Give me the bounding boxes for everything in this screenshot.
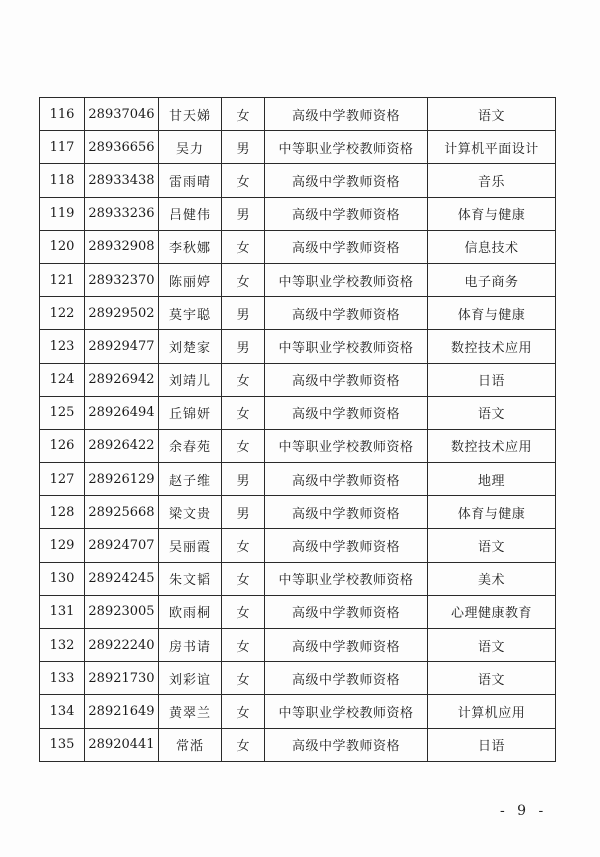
row-number-cell: 124	[40, 363, 85, 396]
table-body	[40, 98, 556, 762]
row-number-cell: 117	[40, 131, 85, 164]
table-row	[40, 562, 556, 595]
certificate-id-cell: 28920441	[85, 728, 159, 761]
table-row	[40, 496, 556, 529]
gender-cell: 女	[222, 263, 265, 296]
gender-cell: 女	[222, 98, 265, 131]
row-number-cell: 130	[40, 562, 85, 595]
row-number-cell: 127	[40, 463, 85, 496]
teacher-name-cell: 刘靖儿	[159, 363, 222, 396]
subject-cell: 心理健康教育	[428, 595, 556, 628]
subject-cell: 体育与健康	[428, 496, 556, 529]
teacher-name-cell: 朱文韬	[159, 562, 222, 595]
gender-cell: 男	[222, 463, 265, 496]
qualification-type-cell: 中等职业学校教师资格	[265, 131, 428, 164]
page-number: - 9 -	[500, 803, 548, 819]
table-row	[40, 98, 556, 131]
row-number-cell: 122	[40, 297, 85, 330]
subject-cell: 体育与健康	[428, 297, 556, 330]
subject-cell: 电子商务	[428, 263, 556, 296]
gender-cell: 女	[222, 429, 265, 462]
certificate-id-cell: 28929502	[85, 297, 159, 330]
qualification-type-cell: 高级中学教师资格	[265, 595, 428, 628]
qualification-type-cell: 中等职业学校教师资格	[265, 429, 428, 462]
subject-cell: 语文	[428, 529, 556, 562]
teacher-name-cell: 莫宇聪	[159, 297, 222, 330]
teacher-name-cell: 吕健伟	[159, 197, 222, 230]
table-row	[40, 297, 556, 330]
teacher-name-cell: 余春苑	[159, 429, 222, 462]
teacher-name-cell: 陈丽婷	[159, 263, 222, 296]
certificate-id-cell: 28924245	[85, 562, 159, 595]
teacher-name-cell: 丘锦妍	[159, 396, 222, 429]
certificate-id-cell: 28926942	[85, 363, 159, 396]
certificate-id-cell: 28924707	[85, 529, 159, 562]
certificate-id-cell: 28937046	[85, 98, 159, 131]
gender-cell: 女	[222, 230, 265, 263]
qualification-type-cell: 中等职业学校教师资格	[265, 330, 428, 363]
table-row	[40, 695, 556, 728]
certificate-id-cell: 28925668	[85, 496, 159, 529]
subject-cell: 地理	[428, 463, 556, 496]
row-number-cell: 129	[40, 529, 85, 562]
subject-cell: 音乐	[428, 164, 556, 197]
teacher-name-cell: 欧雨桐	[159, 595, 222, 628]
row-number-cell: 120	[40, 230, 85, 263]
row-number-cell: 126	[40, 429, 85, 462]
table-row	[40, 396, 556, 429]
table-row	[40, 429, 556, 462]
table-row	[40, 595, 556, 628]
gender-cell: 男	[222, 496, 265, 529]
gender-cell: 男	[222, 197, 265, 230]
qualification-type-cell: 中等职业学校教师资格	[265, 562, 428, 595]
row-number-cell: 116	[40, 98, 85, 131]
teacher-name-cell: 房书请	[159, 629, 222, 662]
subject-cell: 语文	[428, 98, 556, 131]
row-number-cell: 131	[40, 595, 85, 628]
qualification-type-cell: 高级中学教师资格	[265, 496, 428, 529]
table-row	[40, 263, 556, 296]
row-number-cell: 132	[40, 629, 85, 662]
subject-cell: 体育与健康	[428, 197, 556, 230]
teacher-name-cell: 黄翠兰	[159, 695, 222, 728]
gender-cell: 女	[222, 695, 265, 728]
row-number-cell: 128	[40, 496, 85, 529]
subject-cell: 数控技术应用	[428, 429, 556, 462]
gender-cell: 男	[222, 330, 265, 363]
teacher-name-cell: 梁文贵	[159, 496, 222, 529]
row-number-cell: 135	[40, 728, 85, 761]
table-row	[40, 662, 556, 695]
qualification-type-cell: 高级中学教师资格	[265, 662, 428, 695]
qualification-type-cell: 高级中学教师资格	[265, 463, 428, 496]
teacher-name-cell: 吴丽霞	[159, 529, 222, 562]
gender-cell: 女	[222, 363, 265, 396]
row-number-cell: 123	[40, 330, 85, 363]
qualification-type-cell: 高级中学教师资格	[265, 230, 428, 263]
gender-cell: 女	[222, 396, 265, 429]
table-row	[40, 463, 556, 496]
certificate-id-cell: 28926494	[85, 396, 159, 429]
subject-cell: 语文	[428, 662, 556, 695]
qualification-type-cell: 高级中学教师资格	[265, 98, 428, 131]
gender-cell: 女	[222, 728, 265, 761]
subject-cell: 计算机平面设计	[428, 131, 556, 164]
table-row	[40, 629, 556, 662]
certificate-id-cell: 28921730	[85, 662, 159, 695]
subject-cell: 日语	[428, 728, 556, 761]
table-row	[40, 164, 556, 197]
teacher-name-cell: 李秋娜	[159, 230, 222, 263]
subject-cell: 数控技术应用	[428, 330, 556, 363]
qualification-type-cell: 高级中学教师资格	[265, 728, 428, 761]
subject-cell: 美术	[428, 562, 556, 595]
gender-cell: 女	[222, 562, 265, 595]
table-row	[40, 529, 556, 562]
row-number-cell: 119	[40, 197, 85, 230]
certificate-id-cell: 28926422	[85, 429, 159, 462]
qualification-type-cell: 高级中学教师资格	[265, 164, 428, 197]
teacher-name-cell: 雷雨晴	[159, 164, 222, 197]
gender-cell: 女	[222, 529, 265, 562]
qualification-type-cell: 中等职业学校教师资格	[265, 263, 428, 296]
certificate-id-cell: 28922240	[85, 629, 159, 662]
qualification-type-cell: 高级中学教师资格	[265, 396, 428, 429]
subject-cell: 计算机应用	[428, 695, 556, 728]
qualification-type-cell: 高级中学教师资格	[265, 363, 428, 396]
qualification-type-cell: 高级中学教师资格	[265, 297, 428, 330]
row-number-cell: 118	[40, 164, 85, 197]
gender-cell: 女	[222, 629, 265, 662]
gender-cell: 女	[222, 164, 265, 197]
certificate-id-cell: 28933236	[85, 197, 159, 230]
subject-cell: 语文	[428, 629, 556, 662]
table-row	[40, 728, 556, 761]
gender-cell: 女	[222, 662, 265, 695]
teacher-name-cell: 常湉	[159, 728, 222, 761]
gender-cell: 男	[222, 297, 265, 330]
certificate-id-cell: 28933438	[85, 164, 159, 197]
certificate-id-cell: 28926129	[85, 463, 159, 496]
qualification-type-cell: 高级中学教师资格	[265, 529, 428, 562]
certificate-id-cell: 28936656	[85, 131, 159, 164]
table-row	[40, 363, 556, 396]
row-number-cell: 134	[40, 695, 85, 728]
certificate-id-cell: 28932370	[85, 263, 159, 296]
qualification-type-cell: 高级中学教师资格	[265, 629, 428, 662]
row-number-cell: 125	[40, 396, 85, 429]
certificate-id-cell: 28932908	[85, 230, 159, 263]
certificate-id-cell: 28923005	[85, 595, 159, 628]
teacher-name-cell: 赵子维	[159, 463, 222, 496]
teacher-qualification-table	[39, 97, 556, 762]
subject-cell: 语文	[428, 396, 556, 429]
row-number-cell: 133	[40, 662, 85, 695]
gender-cell: 女	[222, 595, 265, 628]
row-number-cell: 121	[40, 263, 85, 296]
gender-cell: 男	[222, 131, 265, 164]
teacher-name-cell: 刘彩谊	[159, 662, 222, 695]
certificate-id-cell: 28929477	[85, 330, 159, 363]
table-row	[40, 230, 556, 263]
subject-cell: 信息技术	[428, 230, 556, 263]
certificate-id-cell: 28921649	[85, 695, 159, 728]
qualification-type-cell: 高级中学教师资格	[265, 197, 428, 230]
teacher-name-cell: 吴力	[159, 131, 222, 164]
teacher-name-cell: 刘楚家	[159, 330, 222, 363]
teacher-name-cell: 甘天娣	[159, 98, 222, 131]
table-row	[40, 330, 556, 363]
table-row	[40, 197, 556, 230]
table-row	[40, 131, 556, 164]
qualification-type-cell: 中等职业学校教师资格	[265, 695, 428, 728]
subject-cell: 日语	[428, 363, 556, 396]
